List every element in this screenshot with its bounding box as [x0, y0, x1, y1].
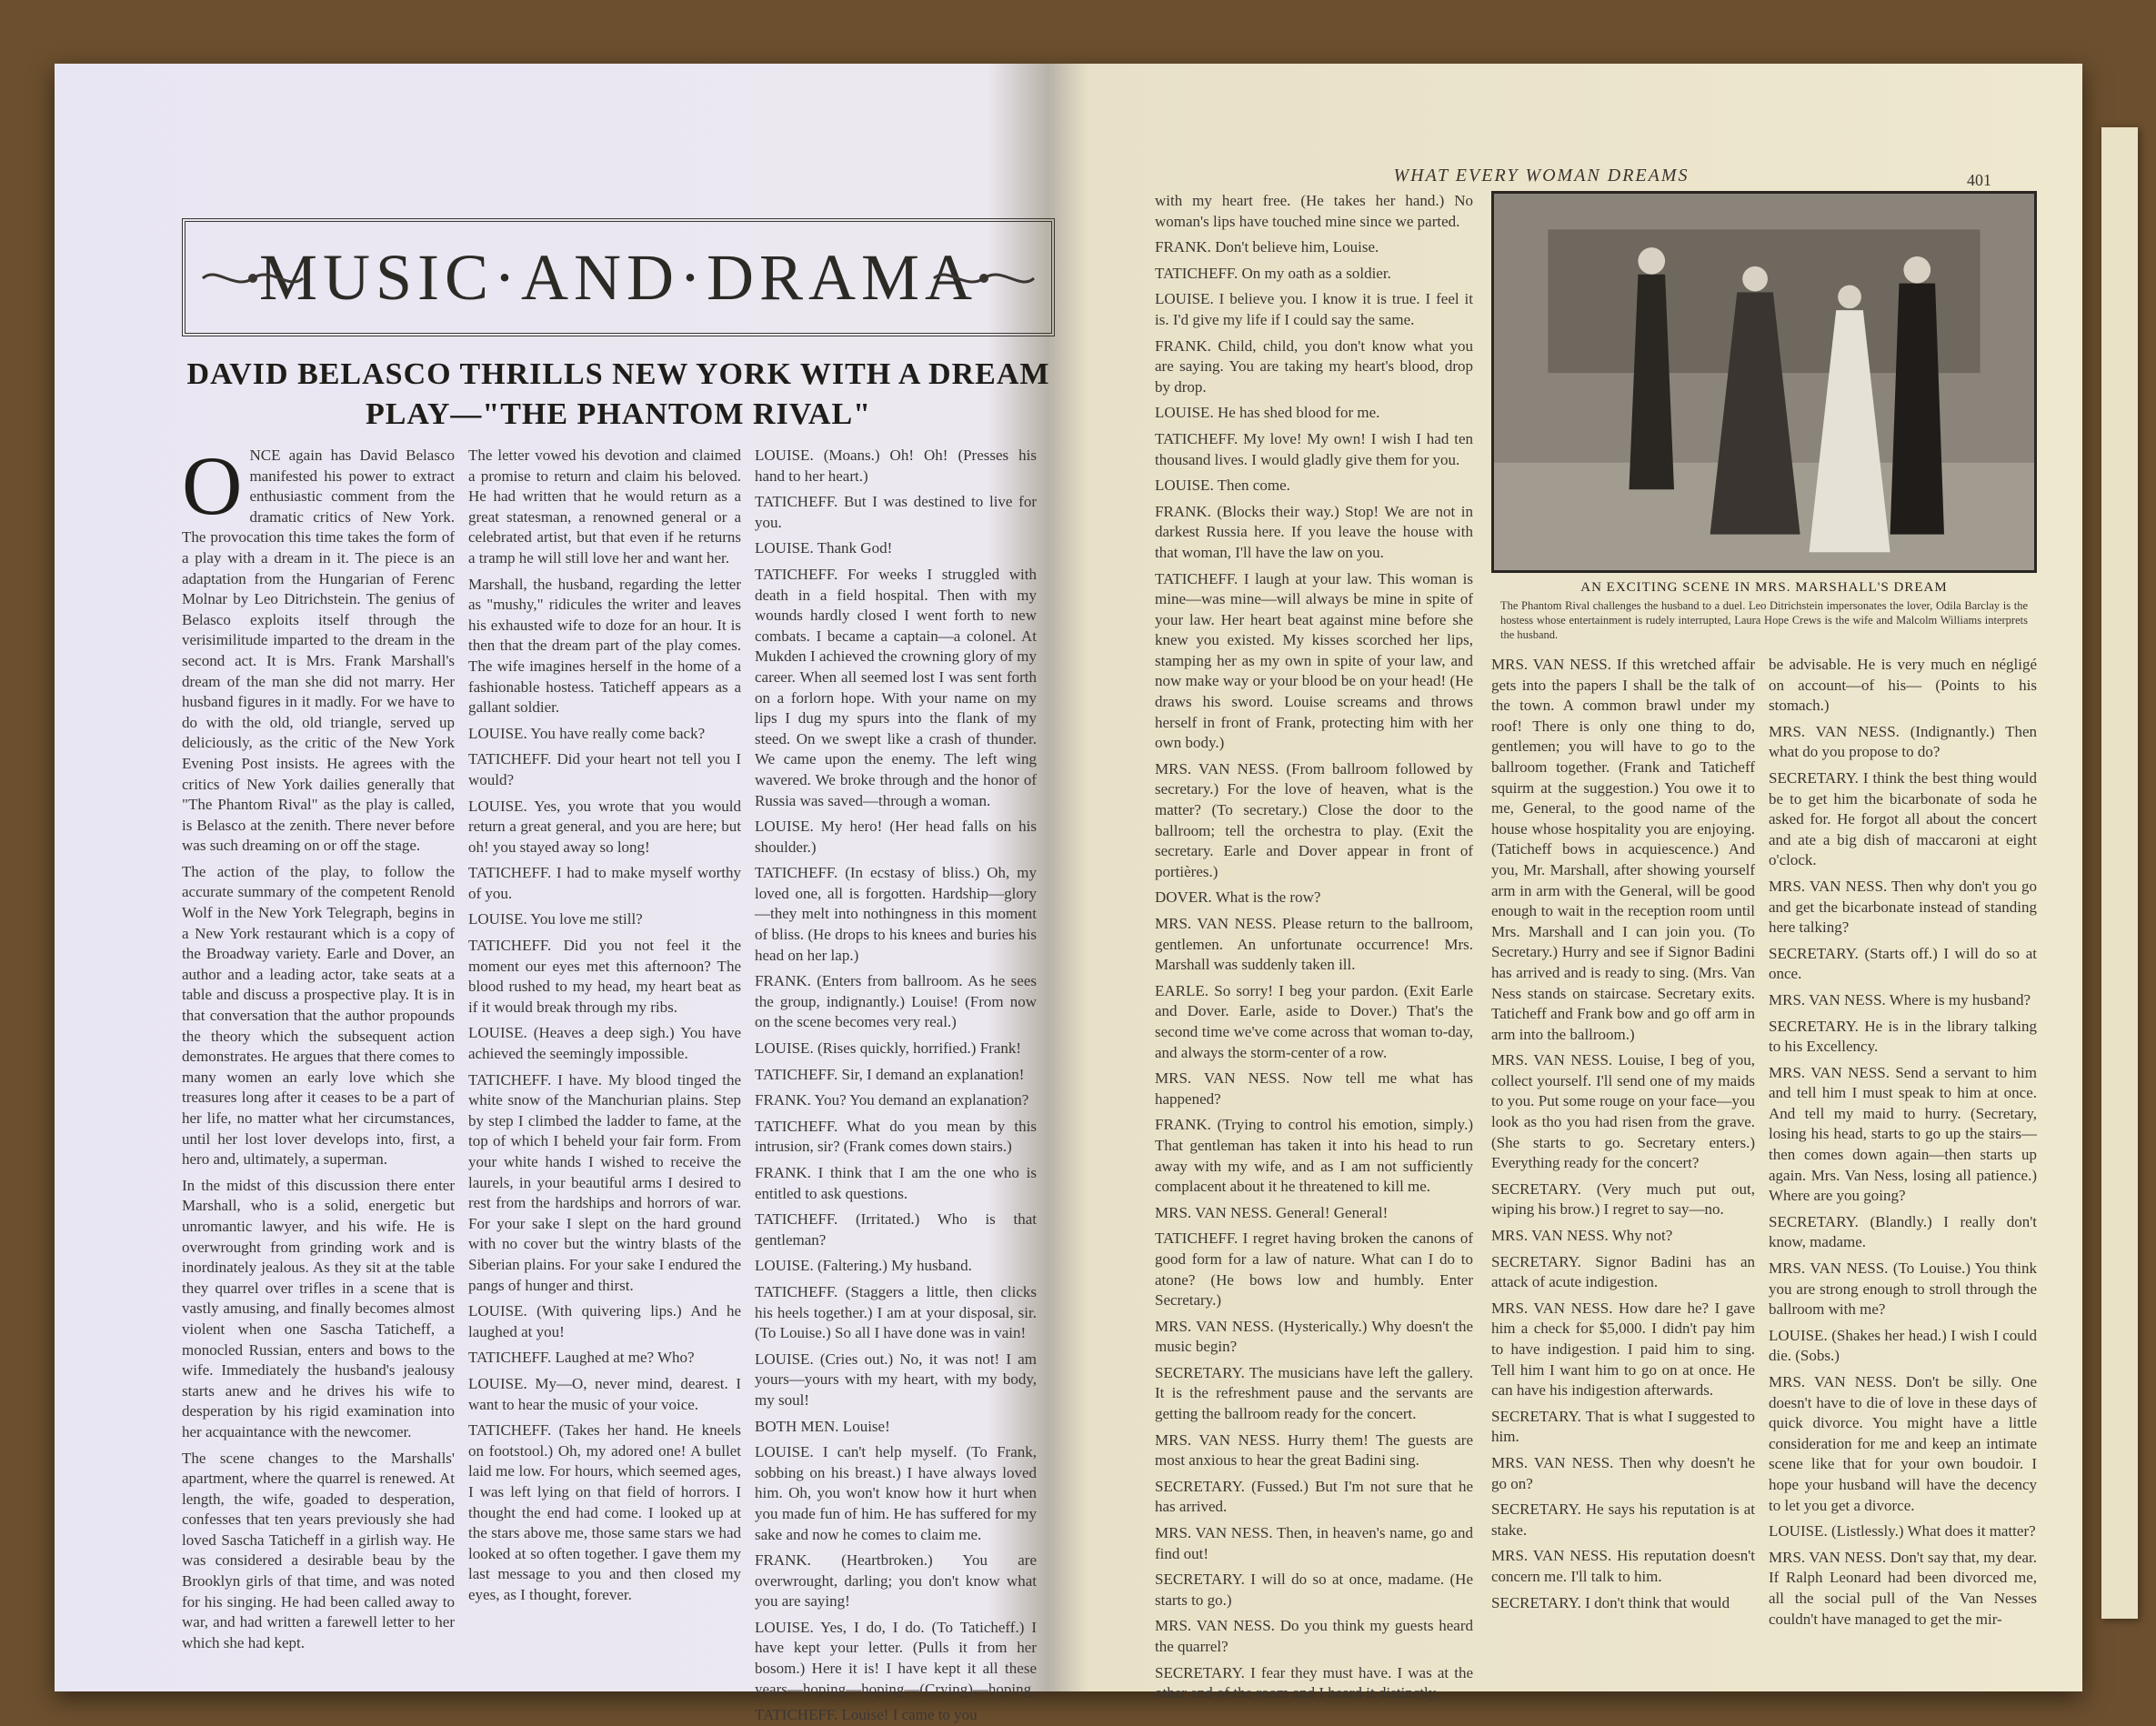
dialogue-line: TATICHEFF. Louise! I came to you	[755, 1706, 978, 1724]
dialogue-line: TATICHEFF. My love! My own! I wish I had ten thousand lives. I would gladly give them for you.	[1155, 429, 1473, 468]
dialogue-line: TATICHEFF. Did your heart not tell you I would?	[468, 750, 741, 788]
article-headline: DAVID BELASCO THRILLS NEW YORK WITH A DREAM PLAY—"THE PHANTOM RIVAL"	[186, 357, 1050, 431]
dialogue-line: LOUISE. He has shed blood for me.	[1155, 404, 1380, 422]
dialogue-line: SECRETARY. I fear they must have. I was at the other end of the room and I heard it distinctly.	[1155, 1663, 1473, 1702]
dialogue-line: DOVER. What is the row?	[1155, 888, 1321, 907]
dialogue-line: FRANK. (Enters from ballroom. As he sees the group, indignantly.) Louise! (From now on the scene becomes very real.)	[755, 972, 1037, 1031]
dialogue-line: FRANK. Child, child, you don't know what you are saying. You are taking my heart's blood, drop by drop.	[1155, 336, 1473, 396]
dialogue-line: LOUISE. Yes, I do, I do. (To Taticheff.) I have kept your letter. (Pulls it from her bosom.) Here it is! I have kept it all these years—hoping—hoping—(Crying)—hoping.	[755, 1618, 1037, 1698]
dialogue-line: MRS. VAN NESS. Then why don't you go and get the bicarbonate instead of standing here talking?	[1769, 877, 2037, 937]
dialogue-line: TATICHEFF. On my oath as a soldier.	[1155, 264, 1391, 282]
dialogue-line: SECRETARY. Signor Badini has an attack of acute indigestion.	[1491, 1252, 1755, 1291]
dialogue-line: MRS. VAN NESS. Why not?	[1491, 1227, 1673, 1245]
dialogue-line: MRS. VAN NESS. (Hysterically.) Why doesn't the music begin?	[1155, 1317, 1473, 1356]
page-edge	[2101, 127, 2138, 1619]
dialogue-line: SECRETARY. I think the best thing would be to get him the bicarbonate of soda he asked for. He forgot all about the concert and ate a big dish of maccaroni at eight o'clock.	[1769, 768, 2037, 869]
dialogue-line: LOUISE. (Faltering.) My husband.	[755, 1257, 972, 1275]
dialogue-line: TATICHEFF. Did you not feel it the moment our eyes met this afternoon? The blood rushed to my head, my heart beat as if it would break through my ribs.	[468, 937, 741, 1016]
dialogue-line: TATICHEFF. (Takes her hand. He kneels on footstool.) Oh, my adored one! A bullet laid me low. For hours, which seemed ages, I was left lying on that field of horrors. I thought the end had come. I looked up at the stars above me, those same stars we had looked at so often together. I gave them my last message to you and then closed my eyes, as I thought, forever.	[468, 1421, 741, 1603]
running-head: WHAT EVERY WOMAN DREAMS	[1393, 166, 1690, 186]
scroll-ornament-icon	[929, 266, 1038, 291]
dialogue-line: TATICHEFF. Laughed at me? Who?	[468, 1349, 695, 1367]
dialogue-line: TATICHEFF. But I was destined to live for you.	[755, 493, 1037, 531]
dialogue-line: LOUISE. (Heaves a deep sigh.) You have achieved the seemingly impossible.	[468, 1024, 741, 1063]
dialogue-line: FRANK. I think that I am the one who is entitled to ask questions.	[755, 1164, 1037, 1202]
dialogue-line: LOUISE. (With quivering lips.) And he laughed at you!	[468, 1302, 741, 1340]
dialogue-line: TATICHEFF. (In ecstasy of bliss.) Oh, my loved one, all is forgotten. Hardship—glory—they melt into nothingness in this moment of bliss. (He drops to his knees and buries his head on her lap.)	[755, 864, 1037, 964]
dialogue-line: MRS. VAN NESS. Send a servant to him and tell him I must speak to him at once. And tell my maid to hurry. (Secretary, losing his head, starts to go up the stairs—then comes down again—then starts up again. Mrs. Van Ness, losing all patience.) Where are you going?	[1769, 1063, 2037, 1205]
dialogue-line: FRANK. (Blocks their way.) Stop! We are not in darkest Russia here. If you leave the house with that woman, I'll have the law on you.	[1155, 502, 1473, 561]
article-column-5	[1491, 655, 1755, 1664]
dialogue-line: SECRETARY. (Starts off.) I will do so at once.	[1769, 944, 2037, 983]
dialogue-line: LOUISE. My hero! (Her head falls on his shoulder.)	[755, 818, 1037, 856]
dialogue-lines	[1155, 191, 1473, 1704]
paragraph: The action of the play, to follow the accurate summary of the competent Renold Wolf in the New York Telegraph, begins in a New York restaurant which is a copy of the Broadway variety. Earle and Dover, an author and a leading actor, take seats at a table and discuss a prospective play. It is in that conversation that the author propounds the theory which the subsequent action demonstrates. He argues that there comes to many women an early love which she treasures long after it ceases to be a part of her life, no matter what her circumstances, until her lost lover develops into, first, a hero and, ultimately, a superman.	[182, 862, 455, 1169]
dialogue-line: MRS. VAN NESS. General! General!	[1155, 1203, 1389, 1221]
dialogue-line: LOUISE. (Cries out.) No, it was not! I am yours—yours with my heart, with my body, my soul!	[755, 1350, 1037, 1409]
dialogue-line: SECRETARY. He is in the library talking to his Excellency.	[1769, 1017, 2037, 1056]
dialogue-line: LOUISE. Yes, you wrote that you would return a great general, and you are here; but oh! you stayed away so long!	[468, 797, 741, 856]
dialogue-line: LOUISE. (Moans.) Oh! Oh! (Presses his hand to her heart.)	[755, 447, 1037, 485]
scroll-ornament-icon	[198, 266, 307, 291]
section-title: MUSIC·AND·DRAMA	[258, 240, 978, 314]
dialogue-line: LOUISE. (Shakes her head.) I wish I could die. (Sobs.)	[1769, 1326, 2037, 1365]
paragraph: NCE again has David Belasco manifested his power to extract enthusiastic comment from the dramatic critics of New York. The provocation this time takes the form of a play with a dream in it. The piece is an adaptation from the Hungarian of Ferenc Molnar by Leo Ditrichstein. The genius of Belasco exploits itself through the verisimilitude imparted to the dream in the second act. It is Mrs. Frank Marshall's dream of the man she did not marry. Her husband figures in it madly. For we have to do with the old, old triangle, served up deliciously, as the critic of the New York Evening Post insists. He agrees with the critics of New York dailies generally that "The Phantom Rival" as the play is called, is Belasco at the zenith. There never before was such dreaming on or off the stage.	[182, 447, 455, 855]
paragraph: The scene changes to the Marshalls' apartment, where the quarrel is renewed. At length, the wife, goaded to desperation, confesses that ten years previously she had loved Sascha Taticheff in a girlish way. He was considered a desirable beau by the Brooklyn girls of that time, and was noted for his singing. He had been called away to war, and had written a farewell letter to her which she had kept.	[182, 1449, 455, 1651]
magazine-spread	[55, 64, 2082, 1724]
dialogue-line: FRANK. You? You demand an explanation?	[755, 1091, 1029, 1109]
dialogue-line: LOUISE. (Rises quickly, horrified.) Frank!	[755, 1039, 1022, 1058]
scene-photograph	[1491, 191, 2037, 573]
article-column-6	[1769, 655, 2037, 1664]
dialogue-line: MRS. VAN NESS. (To Louise.) You think you are strong enough to stroll through the ballroom with me?	[1769, 1259, 2037, 1319]
dialogue-line: SECRETARY. (Blandly.) I really don't know, madame.	[1769, 1212, 2037, 1251]
dialogue-line: MRS. VAN NESS. If this wretched affair gets into the papers I shall be the talk of the town. A common brawl under my roof! There is only one thing to do, gentlemen; you will have to go to the ballroom together. (Frank and Taticheff squirm at the suggestion.) You owe it to me, General, to the good name of the house whose hospitality you are enjoying. (Taticheff bows in acquiescence.) And you, Mr. Marshall, after showing yourself arm in arm with the General, will be good enough to wait in the reception room until Mrs. Marshall and I can join you. (To Secretary.) Hurry and see if Signor Badini has arrived and is ready to sing. (Mrs. Van Ness stands on staircase. Secretary exits. Taticheff and Frank bow and go off arm in arm into the ballroom.)	[1491, 656, 1755, 1043]
dialogue-line: FRANK. Don't believe him, Louise.	[1155, 238, 1379, 256]
dialogue-line: LOUISE. (Listlessly.) What does it matter?	[1769, 1522, 2036, 1540]
dialogue-line: TATICHEFF. I laugh at your law. This woman is mine—was mine—will always be mine in spite of your law. Her heart beat against mine before she knew you existed. My kisses scorched her lips, stamping her as my own in spite of your law, and now make way or your blood be on your head! (He draws his sword. Louise screams and throws herself in front of Frank, protecting him with her own body.)	[1155, 569, 1473, 752]
dialogue-line: MRS. VAN NESS. Where is my husband?	[1769, 990, 2031, 1009]
paragraph: Marshall, the husband, regarding the letter as "mushy," ridicules the writer and leaves his exhausted wife to doze for an hour. It is then that the dream part of the play comes. The wife imagines herself in the home of a fashionable hostess. Taticheff appears as a gallant soldier.	[468, 575, 741, 717]
page-number: 401	[1967, 171, 1991, 189]
dialogue-line: LOUISE. I can't help myself. (To Frank, sobbing on his breast.) I have always loved him. Oh, you won't know how it hurt when you made fun of him. He has suffered for my sake and now he comes to claim me.	[755, 1443, 1037, 1543]
dialogue-lines	[755, 446, 1037, 1726]
dialogue-line: BOTH MEN. Louise!	[755, 1417, 890, 1435]
dialogue-line: MRS. VAN NESS. Do you think my guests heard the quarrel?	[1155, 1617, 1473, 1655]
drop-cap: O	[182, 439, 243, 532]
dialogue-line: MRS. VAN NESS. Now tell me what has happened?	[1155, 1069, 1473, 1108]
dialogue-line: SECRETARY. I will do so at once, madame. (He starts to go.)	[1155, 1570, 1473, 1609]
dialogue-line: FRANK. (Trying to control his emotion, simply.) That gentleman has taken it into his head to run away with my wife, and as I am not sufficiently complacent about it he threatened to kill me.	[1155, 1116, 1473, 1196]
dialogue-line: EARLE. So sorry! I beg your pardon. (Exit Earle and Dover. Earle, aside to Dover.) That's the second time we've come across that woman to-day, and always the storm-center of a row.	[1155, 981, 1473, 1061]
dialogue-line: MRS. VAN NESS. Please return to the ballroom, gentlemen. An unfortunate occurrence! Mrs. Marshall was suddenly taken ill.	[1155, 915, 1473, 974]
dialogue-line: SECRETARY. (Very much put out, wiping his brow.) I regret to say—no.	[1491, 1179, 1755, 1219]
dialogue-line: LOUISE. I believe you. I know it is true. I feel it is. I'd give my life if I could say the same.	[1155, 290, 1473, 328]
dialogue-lines	[468, 724, 741, 1606]
dialogue-line: with my heart free. (He takes her hand.) No woman's lips have touched mine since we parted.	[1155, 192, 1473, 230]
dialogue-line: TATICHEFF. I regret having broken the canons of good form for a law of nature. What can I do to atone? (He bows low and humbly. Enter Secretary.)	[1155, 1229, 1473, 1310]
dialogue-line: MRS. VAN NESS. Then, in heaven's name, go and find out!	[1155, 1524, 1473, 1562]
article-column-4	[1155, 191, 1473, 1702]
article-column-3	[755, 446, 1037, 1724]
dialogue-line: TATICHEFF. What do you mean by this intrusion, sir? (Frank comes down stairs.)	[755, 1117, 1037, 1156]
dialogue-line: FRANK. (Heartbroken.) You are overwrought, darling; you don't know what you are saying!	[755, 1551, 1037, 1611]
article-column-1	[182, 439, 455, 1664]
dialogue-line: SECRETARY. The musicians have left the gallery. It is the refreshment pause and the servants are getting the ballroom ready for the concert.	[1155, 1363, 1473, 1423]
dialogue-line: MRS. VAN NESS. (From ballroom followed by secretary.) For the love of heaven, what is the matter? (To secretary.) Close the door to the ballroom; tell the orchestra to play. (Exit the secretary. Earle and Dover appear in front of portières.)	[1155, 759, 1473, 880]
dialogue-line: SECRETARY. I don't think that would	[1491, 1593, 1730, 1611]
dialogue-line: MRS. VAN NESS. Don't say that, my dear. If Ralph Leonard had been divorced me, all the social pull of the Van Nesses couldn't have managed to get the mir-	[1769, 1548, 2037, 1628]
dialogue-line: MRS. VAN NESS. His reputation doesn't concern me. I'll talk to him.	[1491, 1547, 1755, 1585]
photo-caption: The Phantom Rival challenges the husband to a duel. Leo Ditrichstein impersonates the lover, Odila Barclay is the hostess whose entertainment is rudely interrupted, Laura Hope Crews is the wife and Malcolm Williams interprets the husband.	[1500, 599, 2028, 641]
dialogue-line: MRS. VAN NESS. Then why doesn't he go on?	[1491, 1453, 1755, 1492]
article-column-2	[468, 446, 741, 1664]
dialogue-line: SECRETARY. (Fussed.) But I'm not sure that he has arrived.	[1155, 1477, 1473, 1516]
dialogue-line: MRS. VAN NESS. Don't be silly. One doesn't have to die of love in these days of quick divorce. You might have a little consideration for me and keep an intimate scene like that for your own boudoir. I hope your husband will have the decency to let you get a divorce.	[1769, 1373, 2037, 1514]
left-page	[55, 64, 1055, 1724]
dialogue-line: be advisable. He is very much en négligé on account—of his— (Points to his stomach.)	[1769, 656, 2037, 715]
dialogue-line: LOUISE. You love me still?	[468, 910, 643, 928]
dialogue-lines	[1491, 655, 1755, 1613]
dialogue-line: MRS. VAN NESS. (Indignantly.) Then what do you propose to do?	[1769, 722, 2037, 761]
section-banner	[182, 218, 1055, 336]
dialogue-line: TATICHEFF. Sir, I demand an explanation!	[755, 1065, 1025, 1083]
right-page	[1073, 64, 2082, 1702]
dialogue-line: MRS. VAN NESS. How dare he? I gave him a check for $5,000. I didn't pay him to have indigestion. I paid him to sing. Tell him I want him to go on at once. He can have his indigestion afterwards.	[1491, 1299, 1755, 1400]
dialogue-line: LOUISE. Then come.	[1155, 477, 1290, 495]
dialogue-line: TATICHEFF. (Irritated.) Who is that gentleman?	[755, 1210, 1037, 1249]
dialogue-lines	[1769, 655, 2037, 1630]
dialogue-line: TATICHEFF. For weeks I struggled with death in a field hospital. Then with my wounds hardly closed I went forth to new combats. I became a captain—a colonel. At Mukden I achieved the crowning glory of my career. When all seemed lost I was sent forth on a forlorn hope. With your name on my lips I dug my spurs into the flank of my steed. On we swept like a crash of thunder. We came upon the enemy. The left wing wavered. We broke through and the honor of Russia was saved—through a woman.	[755, 565, 1037, 809]
dialogue-line: SECRETARY. That is what I suggested to him.	[1491, 1407, 1755, 1446]
dialogue-line: LOUISE. You have really come back?	[468, 724, 706, 742]
photo-caption-title: AN EXCITING SCENE IN MRS. MARSHALL'S DREAM	[1580, 580, 1948, 595]
dialogue-line: LOUISE. My—O, never mind, dearest. I want to hear the music of your voice.	[468, 1374, 741, 1413]
dialogue-line: MRS. VAN NESS. Louise, I beg of you, collect yourself. I'll send one of my maids to you. Put some rouge on your face—you look as tho you had risen from the grave. (She starts to go. Secretary enters.) Everything ready for the concert?	[1491, 1051, 1755, 1172]
dialogue-line: TATICHEFF. I have. My blood tinged the white snow of the Manchurian plains. Step by step I climbed the ladder to fame, at the top of which I beheld your fair form. From your white hands I wished to receive the laurels, in your beautiful arms I desired to rest from the hardships and horrors of war. For your sake I slept on the hard ground with no cover but the wintry blasts of the Siberian plains. For your sake I endured the pangs of hunger and thirst.	[468, 1070, 741, 1294]
paragraph: The letter vowed his devotion and claimed a promise to return and claim his beloved. He had written that he would return as a great statesman, a renowned general or a celebrated artist, but that even if he returns a tramp he will still love her and want her.	[468, 447, 741, 567]
paragraph: In the midst of this discussion there enter Marshall, who is a solid, energetic but unromantic lawyer, and his wife. He is overwrought from grinding work and is inordinately jealous. As they sit at the table they quarrel over trifles in a scene that is vastly amusing, and finally becomes almost violent when one Sascha Taticheff, a monocled Russian, enters and bows to the wife. Immediately the husband's jealousy starts anew and he drives his wife to desperation by his rigid examination into her acquaintance with the newcomer.	[182, 1176, 455, 1440]
dialogue-line: LOUISE. Thank God!	[755, 539, 893, 557]
dialogue-line: MRS. VAN NESS. Hurry them! The guests are most anxious to hear the great Badini sing.	[1155, 1430, 1473, 1470]
dialogue-line: SECRETARY. He says his reputation is at stake.	[1491, 1500, 1755, 1539]
dialogue-line: TATICHEFF. (Staggers a little, then clicks his heels together.) I am at your disposal, sir. (To Louise.) So all I have done was in vain!	[755, 1282, 1037, 1342]
dialogue-line: TATICHEFF. I had to make myself worthy of you.	[468, 864, 741, 902]
